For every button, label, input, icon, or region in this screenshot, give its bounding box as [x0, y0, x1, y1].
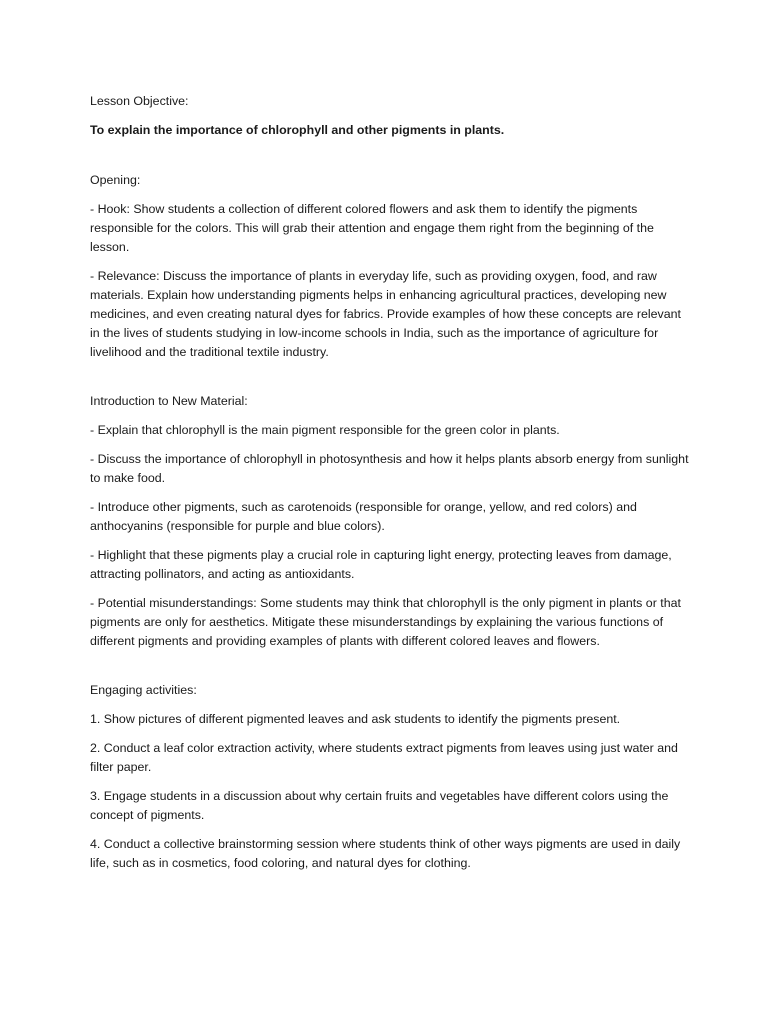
opening-heading: Opening:	[90, 173, 141, 187]
introduction-paragraph: - Explain that chlorophyll is the main pigment responsible for the green color in plants.	[90, 423, 560, 437]
lesson-objective-heading: Lesson Objective:	[90, 94, 189, 108]
activity-item: 2. Conduct a leaf color extraction activity, where students extract pigments from leaves using just water and filter paper.	[90, 741, 678, 774]
introduction-paragraph: - Discuss the importance of chlorophyll in photosynthesis and how it helps plants absorb energy from sunlight to make food.	[90, 452, 689, 485]
introduction-heading: Introduction to New Material:	[90, 394, 248, 408]
opening-hook-paragraph: - Hook: Show students a collection of different colored flowers and ask them to identify the pigments responsible for the colors. This will grab their attention and engage them right from the beginning of the lesson.	[90, 202, 654, 254]
activity-item: 1. Show pictures of different pigmented leaves and ask students to identify the pigments present.	[90, 712, 621, 726]
lesson-objective-text: To explain the importance of chlorophyll and other pigments in plants.	[90, 123, 505, 137]
activity-item: 3. Engage students in a discussion about why certain fruits and vegetables have different colors using the concept of pigments.	[90, 789, 669, 822]
introduction-paragraph: - Potential misunderstandings: Some students may think that chlorophyll is the only pigment in plants or that pigments are only for aesthetics. Mitigate these misunderstandings by explaining the various functions of different pigments and providing examples of plants with different colored leaves and flowers.	[90, 596, 681, 648]
introduction-paragraph: - Highlight that these pigments play a crucial role in capturing light energy, protecting leaves from damage, attracting pollinators, and acting as antioxidants.	[90, 548, 672, 581]
opening-relevance-paragraph: - Relevance: Discuss the importance of plants in everyday life, such as providing oxygen, food, and raw materials. Explain how understanding pigments helps in enhancing agricultural practices, developing new medicines, and even creating natural dyes for fabrics. Provide examples of how these concepts are relevant in the lives of students studying in low-income schools in India, such as the importance of agriculture for livelihood and the traditional textile industry.	[90, 269, 681, 359]
activity-item: 4. Conduct a collective brainstorming session where students think of other ways pigments are used in daily life, such as in cosmetics, food coloring, and natural dyes for clothing.	[90, 837, 681, 870]
document-page	[90, 92, 690, 883]
introduction-paragraph: - Introduce other pigments, such as carotenoids (responsible for orange, yellow, and red colors) and anthocyanins (responsible for purple and blue colors).	[90, 500, 637, 533]
activities-heading: Engaging activities:	[90, 683, 197, 697]
